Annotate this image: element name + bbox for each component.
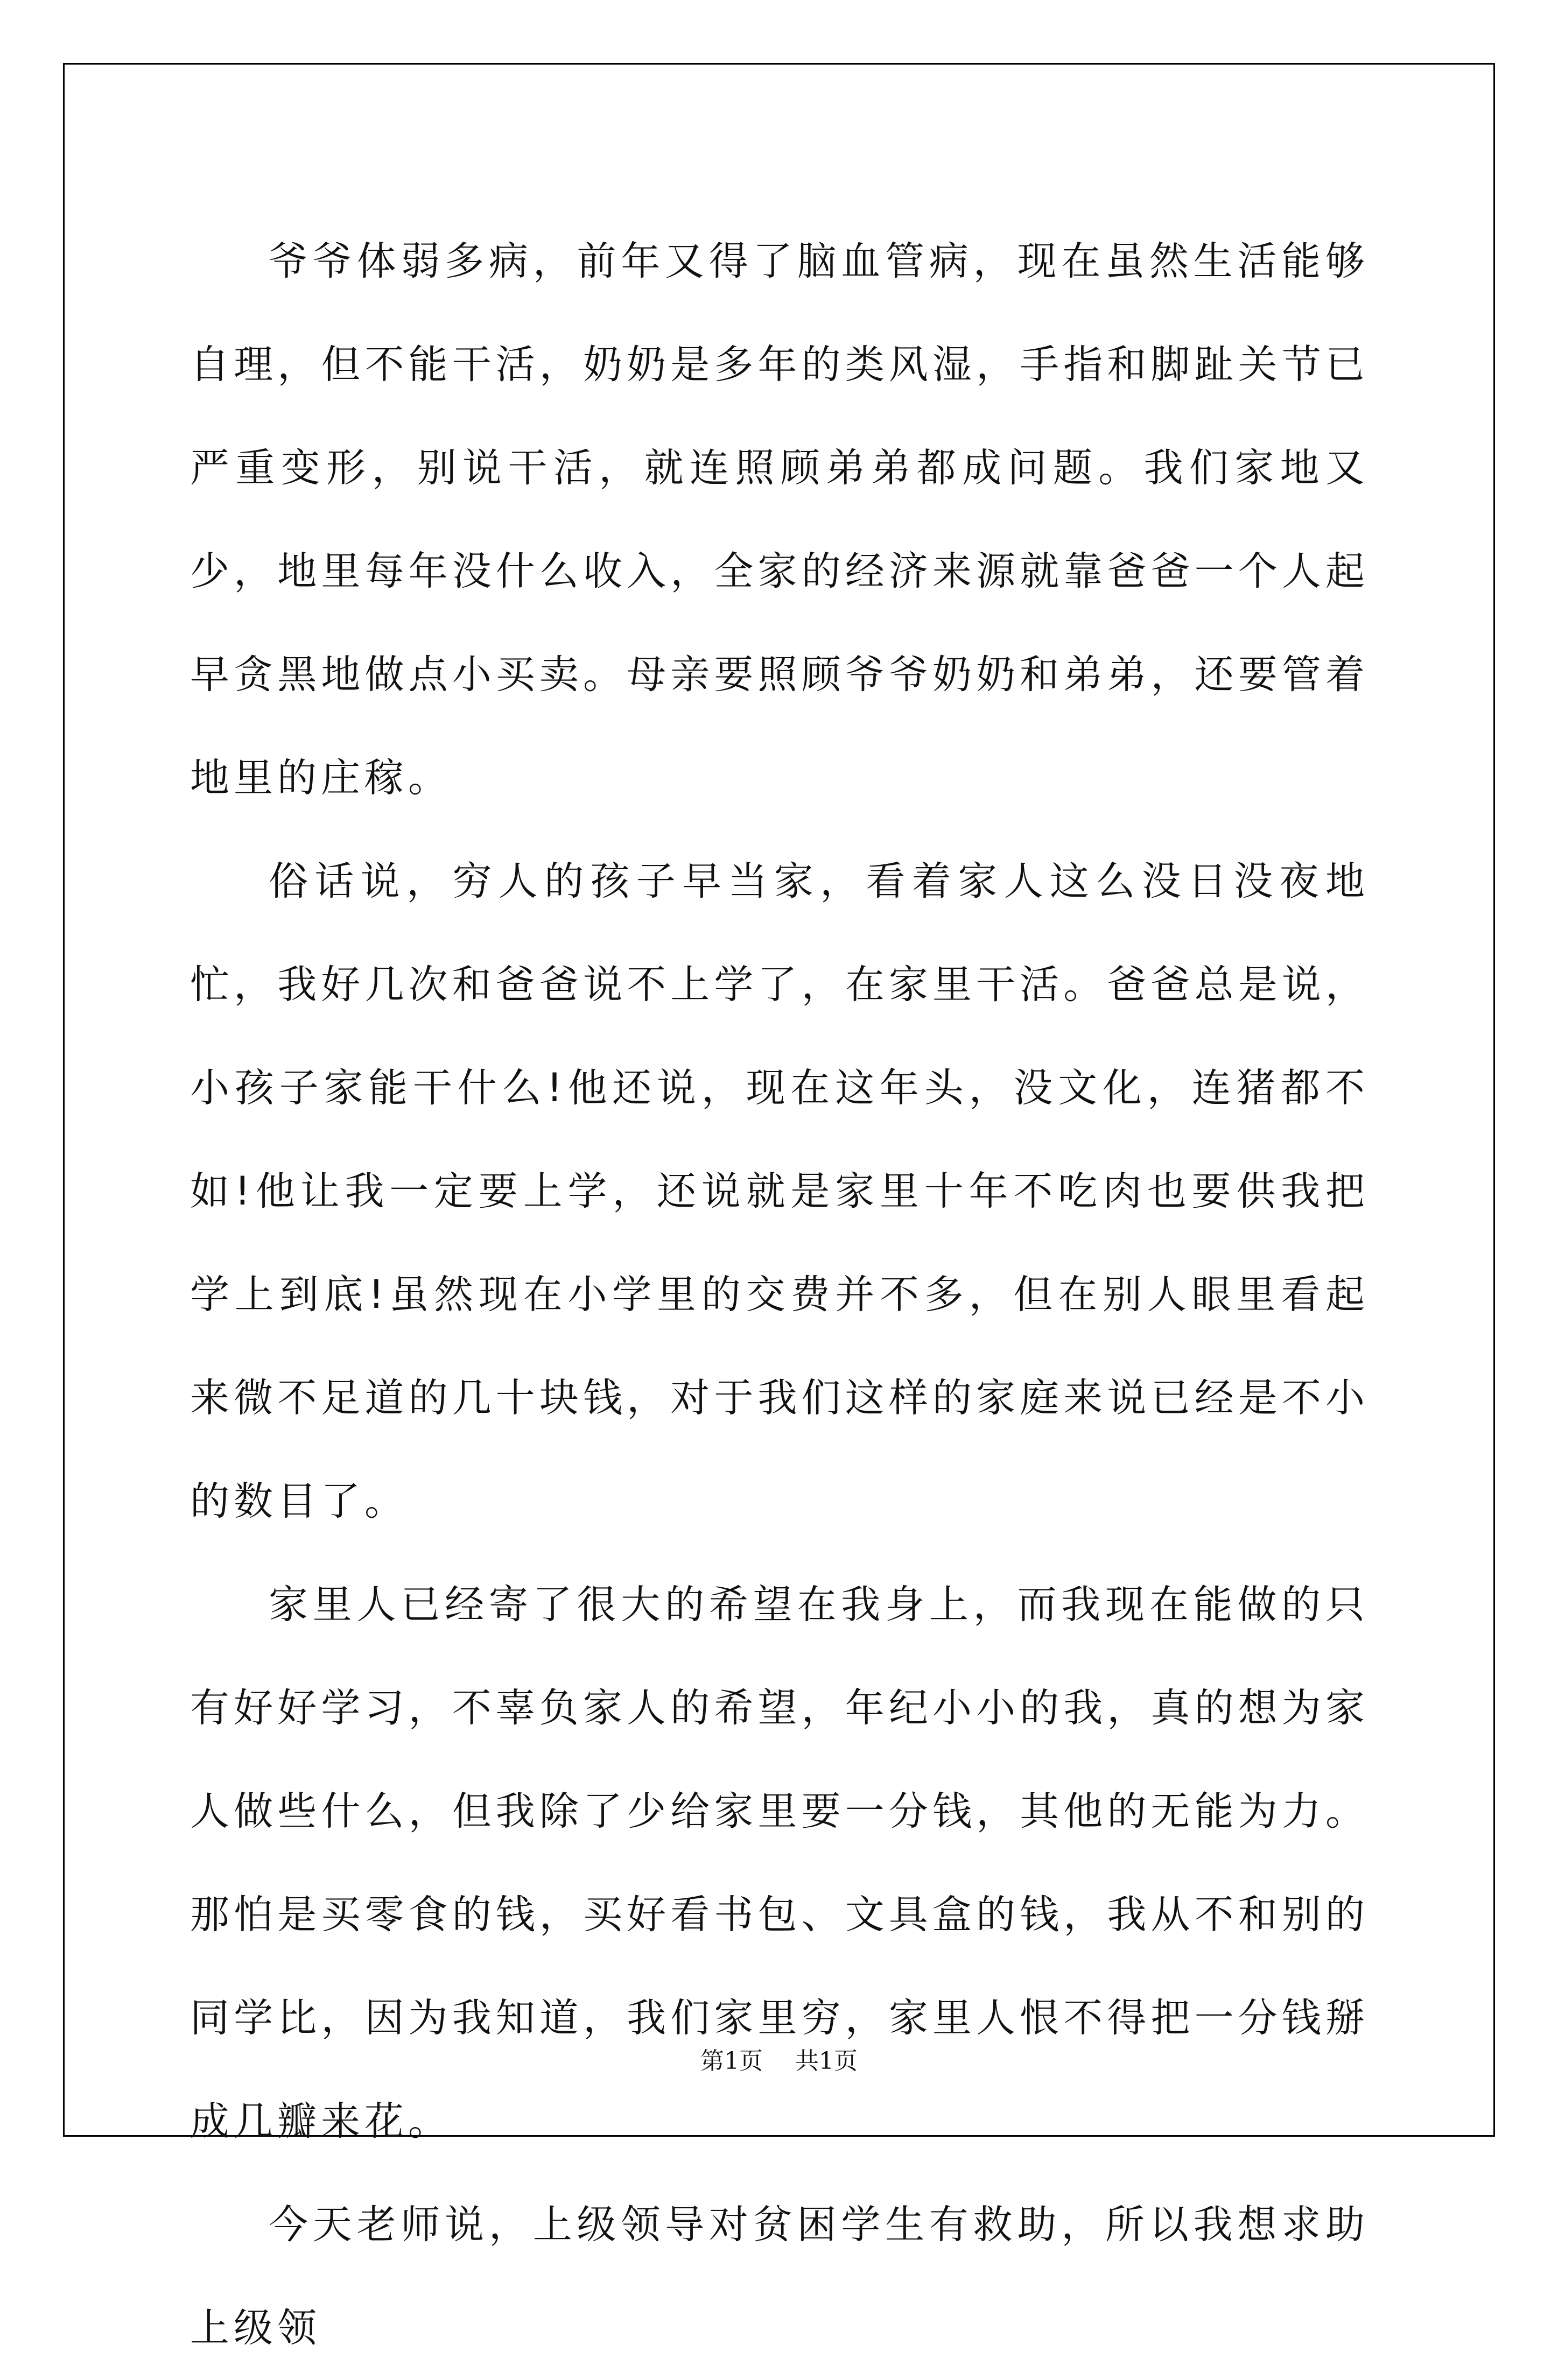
paragraph-2: 俗话说，穷人的孩子早当家，看着家人这么没日没夜地忙，我好几次和爸爸说不上学了，在家里干活。爸爸总是说，小孩子家能干什么!他还说，现在这年头，没文化，连猪都不如!他让我一定要上学，还说就是家里十年不吃肉也要供我把学上到底!虽然现在小学里的交费并不多，但在别人眼里看起来微不足道的几十块钱，对于我们这样的家庭来说已经是不小的数目了。	[190, 858, 1369, 1524]
paragraph-1: 爷爷体弱多病，前年又得了脑血管病，现在虽然生活能够自理，但不能干活，奶奶是多年的类风湿，手指和脚趾关节已严重变形，别说干活，就连照顾弟弟都成问题。我们家地又少，地里每年没什么收入，全家的经济来源就靠爸爸一个人起早贪黑地做点小买卖。母亲要照顾爷爷奶奶和弟弟，还要管着地里的庄稼。	[190, 238, 1369, 801]
page-number: 第1页	[700, 2047, 763, 2075]
page-total: 共1页	[795, 2047, 858, 2075]
page-footer	[0, 2048, 1558, 2075]
paragraph-4: 今天老师说，上级领导对贫困学生有救助，所以我想求助上级领	[190, 2202, 1369, 2351]
paragraph-3: 家里人已经寄了很大的希望在我身上，而我现在能做的只有好好学习，不辜负家人的希望，年纪小小的我，真的想为家人做些什么，但我除了少给家里要一分钱，其他的无能为力。那怕是买零食的钱，买好看书包、文具盒的钱，我从不和别的同学比，因为我知道，我们家里穷，家里人恨不得把一分钱掰成几瓣来花。	[190, 1582, 1369, 2144]
